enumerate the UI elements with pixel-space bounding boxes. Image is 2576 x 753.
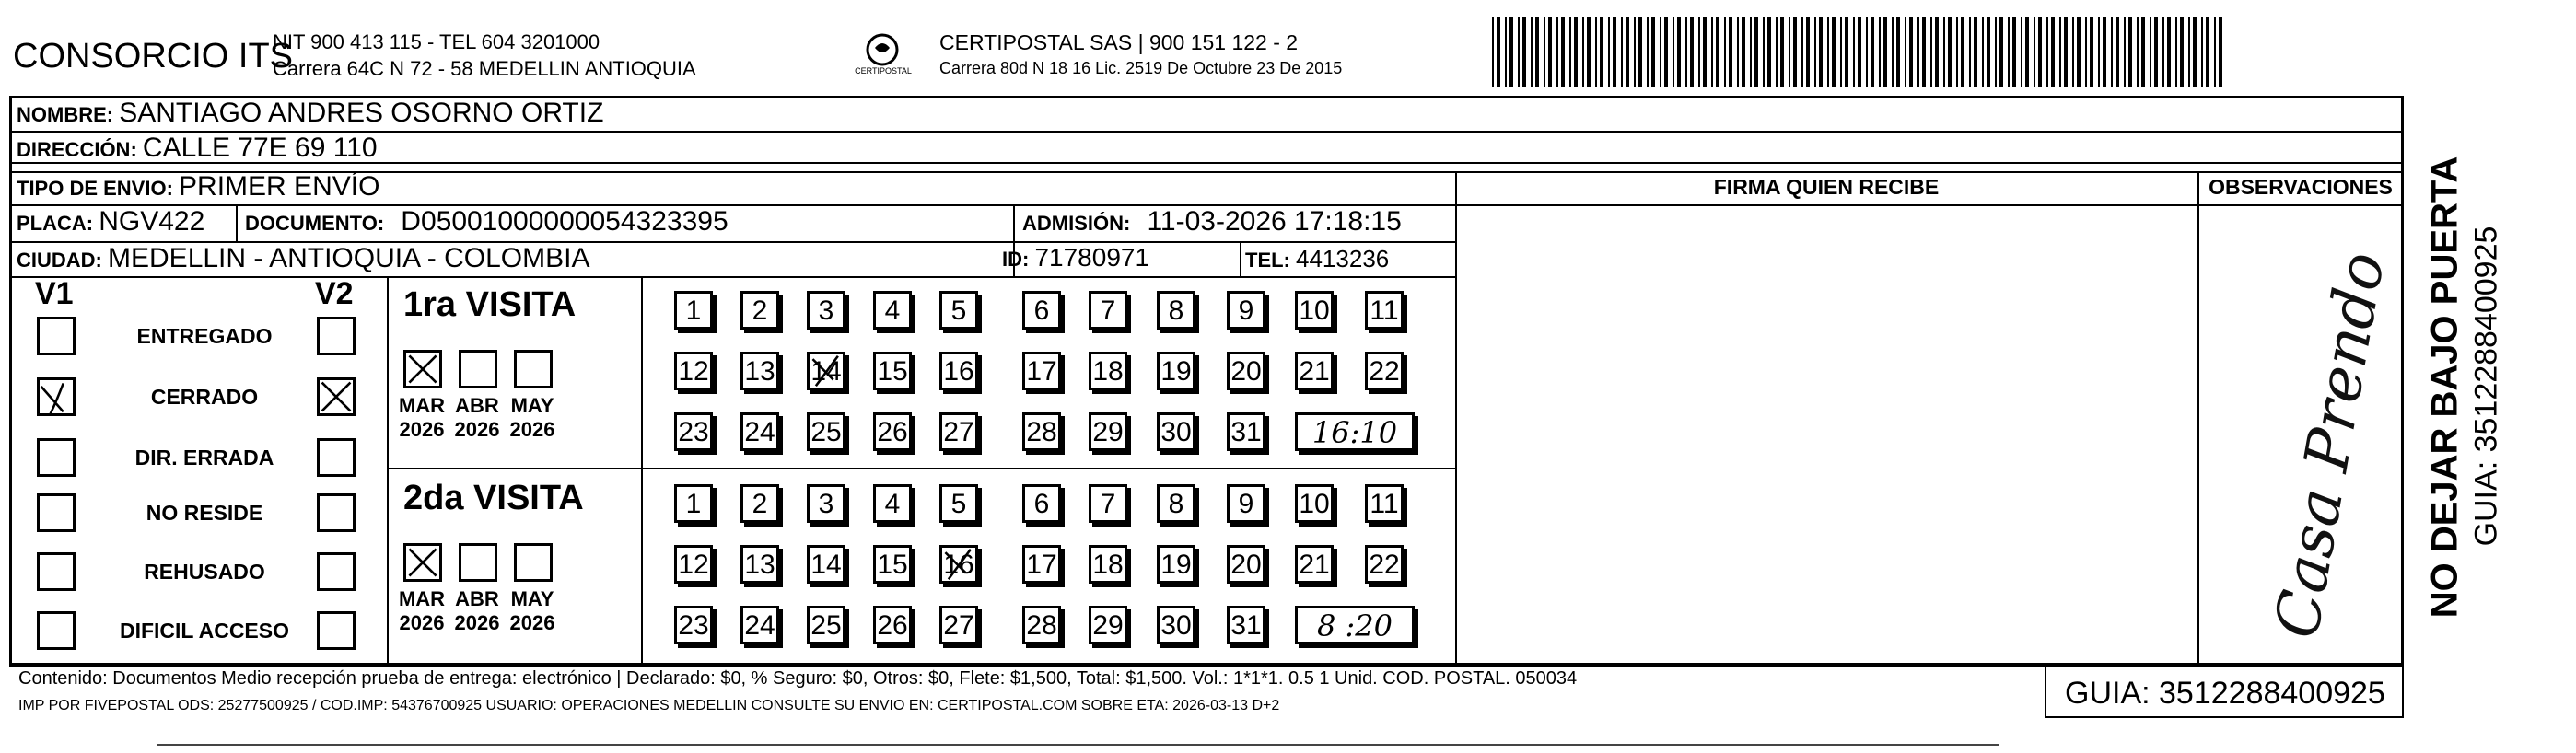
day-number: 3 xyxy=(818,295,834,326)
day-number: 29 xyxy=(1092,610,1124,641)
day-number: 3 xyxy=(818,489,834,519)
admision-label: ADMISIÓN: xyxy=(1022,212,1131,235)
nombre-label: NOMBRE: xyxy=(17,103,114,126)
day-cell[interactable] xyxy=(873,606,912,644)
day-cell[interactable] xyxy=(1022,606,1061,644)
day-cell[interactable] xyxy=(873,545,912,584)
day-number: 27 xyxy=(943,417,974,447)
day-number: 30 xyxy=(1160,417,1192,447)
day-number: 8 xyxy=(1168,489,1184,519)
day-number: 16 xyxy=(943,356,974,387)
documento-label: DOCUMENTO: xyxy=(245,212,385,235)
day-cell[interactable] xyxy=(674,412,713,451)
v2-checkbox[interactable] xyxy=(317,493,356,532)
day-number: 25 xyxy=(810,417,842,447)
day-number: 5 xyxy=(950,295,967,326)
certipostal-logo xyxy=(855,31,912,83)
ciudad-value: MEDELLIN - ANTIOQUIA - COLOMBIA xyxy=(108,243,590,273)
tipo-envio-value: PRIMER ENVÍO xyxy=(179,171,380,202)
day-cell[interactable] xyxy=(1365,291,1404,330)
day-cell[interactable] xyxy=(1022,545,1061,584)
day-cell[interactable] xyxy=(740,606,779,644)
day-number: 22 xyxy=(1369,550,1400,580)
day-cell[interactable] xyxy=(1089,291,1127,330)
day-number: 14 xyxy=(810,356,842,387)
day-cell[interactable] xyxy=(740,291,779,330)
firma-label: FIRMA QUIEN RECIBE xyxy=(1713,175,1940,199)
day-cell[interactable] xyxy=(1227,545,1265,584)
ciudad-field xyxy=(17,243,589,274)
day-cell[interactable] xyxy=(807,606,845,644)
direccion-field xyxy=(17,133,378,164)
ciudad-label: CIUDAD: xyxy=(17,249,102,272)
day-number: 17 xyxy=(1026,356,1057,387)
nombre-value: SANTIAGO ANDRES OSORNO ORTIZ xyxy=(119,98,604,128)
day-number: 14 xyxy=(810,550,842,580)
logo-text: CERTIPOSTAL xyxy=(855,66,912,75)
footer-line1: Contenido: Documentos Medio recepción prueba de entrega: electrónico | Declarado: $0, % Seguro: $0, Otros: $0, Flete: $1,500, Total: $1,500. Vol.: 1*1*1. 0.5 1 Unid. COD. POSTAL. 050034 xyxy=(18,668,1578,689)
v1-checkbox[interactable] xyxy=(37,438,76,477)
month-label xyxy=(449,587,505,635)
direccion-label: DIRECCIÓN: xyxy=(17,138,137,161)
day-cell[interactable] xyxy=(1157,545,1195,584)
day-number: 19 xyxy=(1160,356,1192,387)
documento-value: D05001000000054323395 xyxy=(401,206,729,237)
footer-guia: GUIA: 3512288400925 xyxy=(2065,676,2385,711)
day-number: 17 xyxy=(1026,550,1057,580)
placa-label: PLACA: xyxy=(17,212,94,235)
day-number: 21 xyxy=(1299,356,1330,387)
month-label xyxy=(449,394,505,442)
day-cell[interactable] xyxy=(1089,412,1127,451)
day-cell[interactable] xyxy=(1089,545,1127,584)
check-mark-icon xyxy=(40,380,73,413)
v1-checkbox[interactable] xyxy=(37,317,76,355)
day-number: 15 xyxy=(877,550,908,580)
barcode xyxy=(1492,17,2229,87)
day-cell[interactable] xyxy=(939,412,978,451)
day-number: 24 xyxy=(744,610,775,641)
day-cell[interactable] xyxy=(1227,606,1265,644)
day-number: 8 xyxy=(1168,295,1184,326)
v1-checkbox[interactable] xyxy=(37,552,76,591)
day-cell[interactable] xyxy=(1089,606,1127,644)
month-label xyxy=(505,587,560,635)
day-cell[interactable] xyxy=(939,545,978,584)
day-cell[interactable] xyxy=(1089,484,1127,523)
day-number: 11 xyxy=(1370,295,1399,326)
day-number: 12 xyxy=(678,356,709,387)
company-address: Carrera 64C N 72 - 58 MEDELLIN ANTIOQUIA xyxy=(273,57,696,80)
day-cell[interactable] xyxy=(807,484,845,523)
day-cell[interactable] xyxy=(1022,291,1061,330)
day-number: 31 xyxy=(1230,610,1262,641)
day-number: 22 xyxy=(1369,356,1400,387)
day-number: 21 xyxy=(1299,550,1330,580)
day-cell[interactable] xyxy=(740,352,779,390)
day-cell[interactable] xyxy=(740,484,779,523)
day-cell[interactable] xyxy=(1157,606,1195,644)
id-label: ID: xyxy=(1002,248,1030,271)
day-cell[interactable] xyxy=(740,412,779,451)
day-number: 18 xyxy=(1092,356,1124,387)
observaciones-handwritten xyxy=(2201,208,2400,661)
month-year: 2026 xyxy=(399,418,445,441)
v2-checkbox[interactable] xyxy=(317,611,356,650)
day-number: 9 xyxy=(1238,489,1254,519)
day-number: 28 xyxy=(1026,417,1057,447)
day-number: 7 xyxy=(1100,489,1116,519)
check-mark-icon xyxy=(320,380,353,413)
day-cell[interactable] xyxy=(1227,484,1265,523)
month-name: ABR xyxy=(455,394,499,417)
day-number: 19 xyxy=(1160,550,1192,580)
day-number: 13 xyxy=(744,356,775,387)
month-checkbox[interactable] xyxy=(403,350,442,388)
side-guia: GUIA: 3512288400925 xyxy=(2468,226,2504,547)
admision-value: 11-03-2026 17:18:15 xyxy=(1147,206,1402,237)
day-cell[interactable] xyxy=(939,606,978,644)
day-number: 1 xyxy=(685,489,702,519)
day-number: 20 xyxy=(1230,356,1262,387)
visit-time: 8 :20 xyxy=(1295,606,1415,644)
side-warning: NO DEJAR BAJO PUERTA xyxy=(2424,156,2465,619)
v2-checkbox[interactable] xyxy=(317,552,356,591)
tipo-envio-field xyxy=(17,171,379,203)
status-label: DIFICIL ACCESO xyxy=(119,619,289,643)
day-cell[interactable] xyxy=(1227,291,1265,330)
nombre-field xyxy=(17,98,603,129)
id-field xyxy=(1002,243,1149,272)
day-number: 29 xyxy=(1092,417,1124,447)
day-number: 15 xyxy=(877,356,908,387)
month-checkbox[interactable] xyxy=(459,350,497,388)
day-number: 30 xyxy=(1160,610,1192,641)
v2-checkbox[interactable] xyxy=(317,317,356,355)
day-cell[interactable] xyxy=(1227,352,1265,390)
tel-label: TEL: xyxy=(1245,249,1290,272)
day-number: 2 xyxy=(752,489,768,519)
check-mark-icon xyxy=(810,354,843,388)
month-year: 2026 xyxy=(509,611,555,634)
signature-area[interactable] xyxy=(1459,208,2196,661)
day-number: 6 xyxy=(1033,489,1050,519)
day-number: 7 xyxy=(1100,295,1116,326)
day-number: 27 xyxy=(943,610,974,641)
placa-value: NGV422 xyxy=(99,206,205,237)
day-number: 16 xyxy=(943,550,974,580)
day-cell[interactable] xyxy=(674,484,713,523)
day-number: 12 xyxy=(678,550,709,580)
month-checkbox[interactable] xyxy=(514,350,553,388)
day-cell[interactable] xyxy=(1022,412,1061,451)
day-number: 26 xyxy=(877,610,908,641)
id-value: 71780971 xyxy=(1034,243,1150,272)
day-cell[interactable] xyxy=(1365,484,1404,523)
status-label: ENTREGADO xyxy=(136,324,273,348)
day-cell[interactable] xyxy=(1295,484,1334,523)
day-cell[interactable] xyxy=(674,606,713,644)
v1-checkbox[interactable] xyxy=(37,611,76,650)
day-cell[interactable] xyxy=(1022,484,1061,523)
status-label: CERRADO xyxy=(150,385,259,409)
v2-label: V2 xyxy=(315,276,354,311)
day-cell[interactable] xyxy=(1089,352,1127,390)
status-label: REHUSADO xyxy=(144,560,265,584)
day-number: 18 xyxy=(1092,550,1124,580)
day-number: 23 xyxy=(678,417,709,447)
day-cell[interactable] xyxy=(873,484,912,523)
v2-checkbox[interactable] xyxy=(317,377,356,416)
observaciones-text: Casa Prendo xyxy=(2260,247,2399,643)
day-cell[interactable] xyxy=(1365,545,1404,584)
day-number: 5 xyxy=(950,489,967,519)
visit-title: 1ra VISITA xyxy=(403,285,577,324)
tipo-envio-label: TIPO DE ENVIO: xyxy=(17,177,173,200)
month-name: ABR xyxy=(455,587,499,610)
admision-field xyxy=(1022,206,1402,237)
day-cell[interactable] xyxy=(873,412,912,451)
month-year: 2026 xyxy=(399,611,445,634)
day-number: 10 xyxy=(1299,489,1330,519)
tel-value: 4413236 xyxy=(1296,245,1390,272)
day-cell[interactable] xyxy=(674,352,713,390)
month-label xyxy=(394,394,449,442)
day-cell[interactable] xyxy=(1022,352,1061,390)
day-number: 26 xyxy=(877,417,908,447)
day-cell[interactable] xyxy=(939,352,978,390)
check-mark-icon xyxy=(942,548,975,581)
day-cell[interactable] xyxy=(939,484,978,523)
day-number: 4 xyxy=(884,295,901,326)
documento-field xyxy=(245,206,729,237)
month-name: MAR xyxy=(398,587,446,610)
day-cell[interactable] xyxy=(1295,291,1334,330)
month-year: 2026 xyxy=(454,611,500,634)
day-number: 25 xyxy=(810,610,842,641)
day-cell[interactable] xyxy=(1157,352,1195,390)
company-name: CONSORCIO ITS xyxy=(13,37,294,75)
month-year: 2026 xyxy=(509,418,555,441)
certipostal-address: Carrera 80d N 18 16 Lic. 2519 De Octubre 23 De 2015 xyxy=(939,59,1343,77)
day-number: 31 xyxy=(1230,417,1262,447)
observaciones-label: OBSERVACIONES xyxy=(2209,175,2393,199)
status-label: NO RESIDE xyxy=(146,501,263,525)
day-cell[interactable] xyxy=(674,545,713,584)
day-cell[interactable] xyxy=(1157,291,1195,330)
month-label xyxy=(394,587,449,635)
v1-checkbox[interactable] xyxy=(37,377,76,416)
day-cell[interactable] xyxy=(807,545,845,584)
day-cell[interactable] xyxy=(740,545,779,584)
day-number: 6 xyxy=(1033,295,1050,326)
check-mark-icon xyxy=(406,546,439,579)
day-cell[interactable] xyxy=(1365,352,1404,390)
footer-line2: IMP POR FIVEPOSTAL ODS: 25277500925 / COD.IMP: 54376700925 USUARIO: OPERACIONES MEDELLIN CONSULTE SU ENVIO EN: CERTIPOSTAL.COM SOBRE ETA: 2026-03-13 D+2 xyxy=(18,698,1280,713)
v1-checkbox[interactable] xyxy=(37,493,76,532)
day-number: 9 xyxy=(1238,295,1254,326)
day-cell[interactable] xyxy=(807,412,845,451)
day-number: 23 xyxy=(678,610,709,641)
v2-checkbox[interactable] xyxy=(317,438,356,477)
day-number: 10 xyxy=(1299,295,1330,326)
nit-line: NIT 900 413 115 - TEL 604 3201000 xyxy=(273,30,600,53)
day-cell[interactable] xyxy=(807,352,845,390)
month-checkbox[interactable] xyxy=(459,543,497,582)
direccion-value: CALLE 77E 69 110 xyxy=(142,133,378,163)
month-checkbox[interactable] xyxy=(403,543,442,582)
day-cell[interactable] xyxy=(807,291,845,330)
day-cell[interactable] xyxy=(873,291,912,330)
day-number: 28 xyxy=(1026,610,1057,641)
day-cell[interactable] xyxy=(1295,352,1334,390)
day-number: 13 xyxy=(744,550,775,580)
placa-field xyxy=(17,206,204,237)
day-cell[interactable] xyxy=(939,291,978,330)
day-cell[interactable] xyxy=(1227,412,1265,451)
day-cell[interactable] xyxy=(873,352,912,390)
visit-time: 16:10 xyxy=(1295,412,1415,451)
month-name: MAR xyxy=(398,394,446,417)
month-year: 2026 xyxy=(454,418,500,441)
v1-label: V1 xyxy=(35,276,74,311)
day-number: 2 xyxy=(752,295,768,326)
day-cell[interactable] xyxy=(1157,484,1195,523)
day-number: 4 xyxy=(884,489,901,519)
month-checkbox[interactable] xyxy=(514,543,553,582)
status-label: DIR. ERRADA xyxy=(134,446,274,469)
day-cell[interactable] xyxy=(1295,545,1334,584)
day-cell[interactable] xyxy=(1157,412,1195,451)
day-number: 1 xyxy=(685,295,702,326)
visit-title: 2da VISITA xyxy=(403,479,584,517)
certipostal-line: CERTIPOSTAL SAS | 900 151 122 - 2 xyxy=(939,30,1299,54)
check-mark-icon xyxy=(406,353,439,386)
month-name: MAY xyxy=(510,394,554,417)
tel-field xyxy=(1245,245,1389,273)
month-label xyxy=(505,394,560,442)
day-cell[interactable] xyxy=(674,291,713,330)
day-number: 24 xyxy=(744,417,775,447)
day-number: 11 xyxy=(1370,489,1399,519)
day-number: 20 xyxy=(1230,550,1262,580)
month-name: MAY xyxy=(510,587,554,610)
